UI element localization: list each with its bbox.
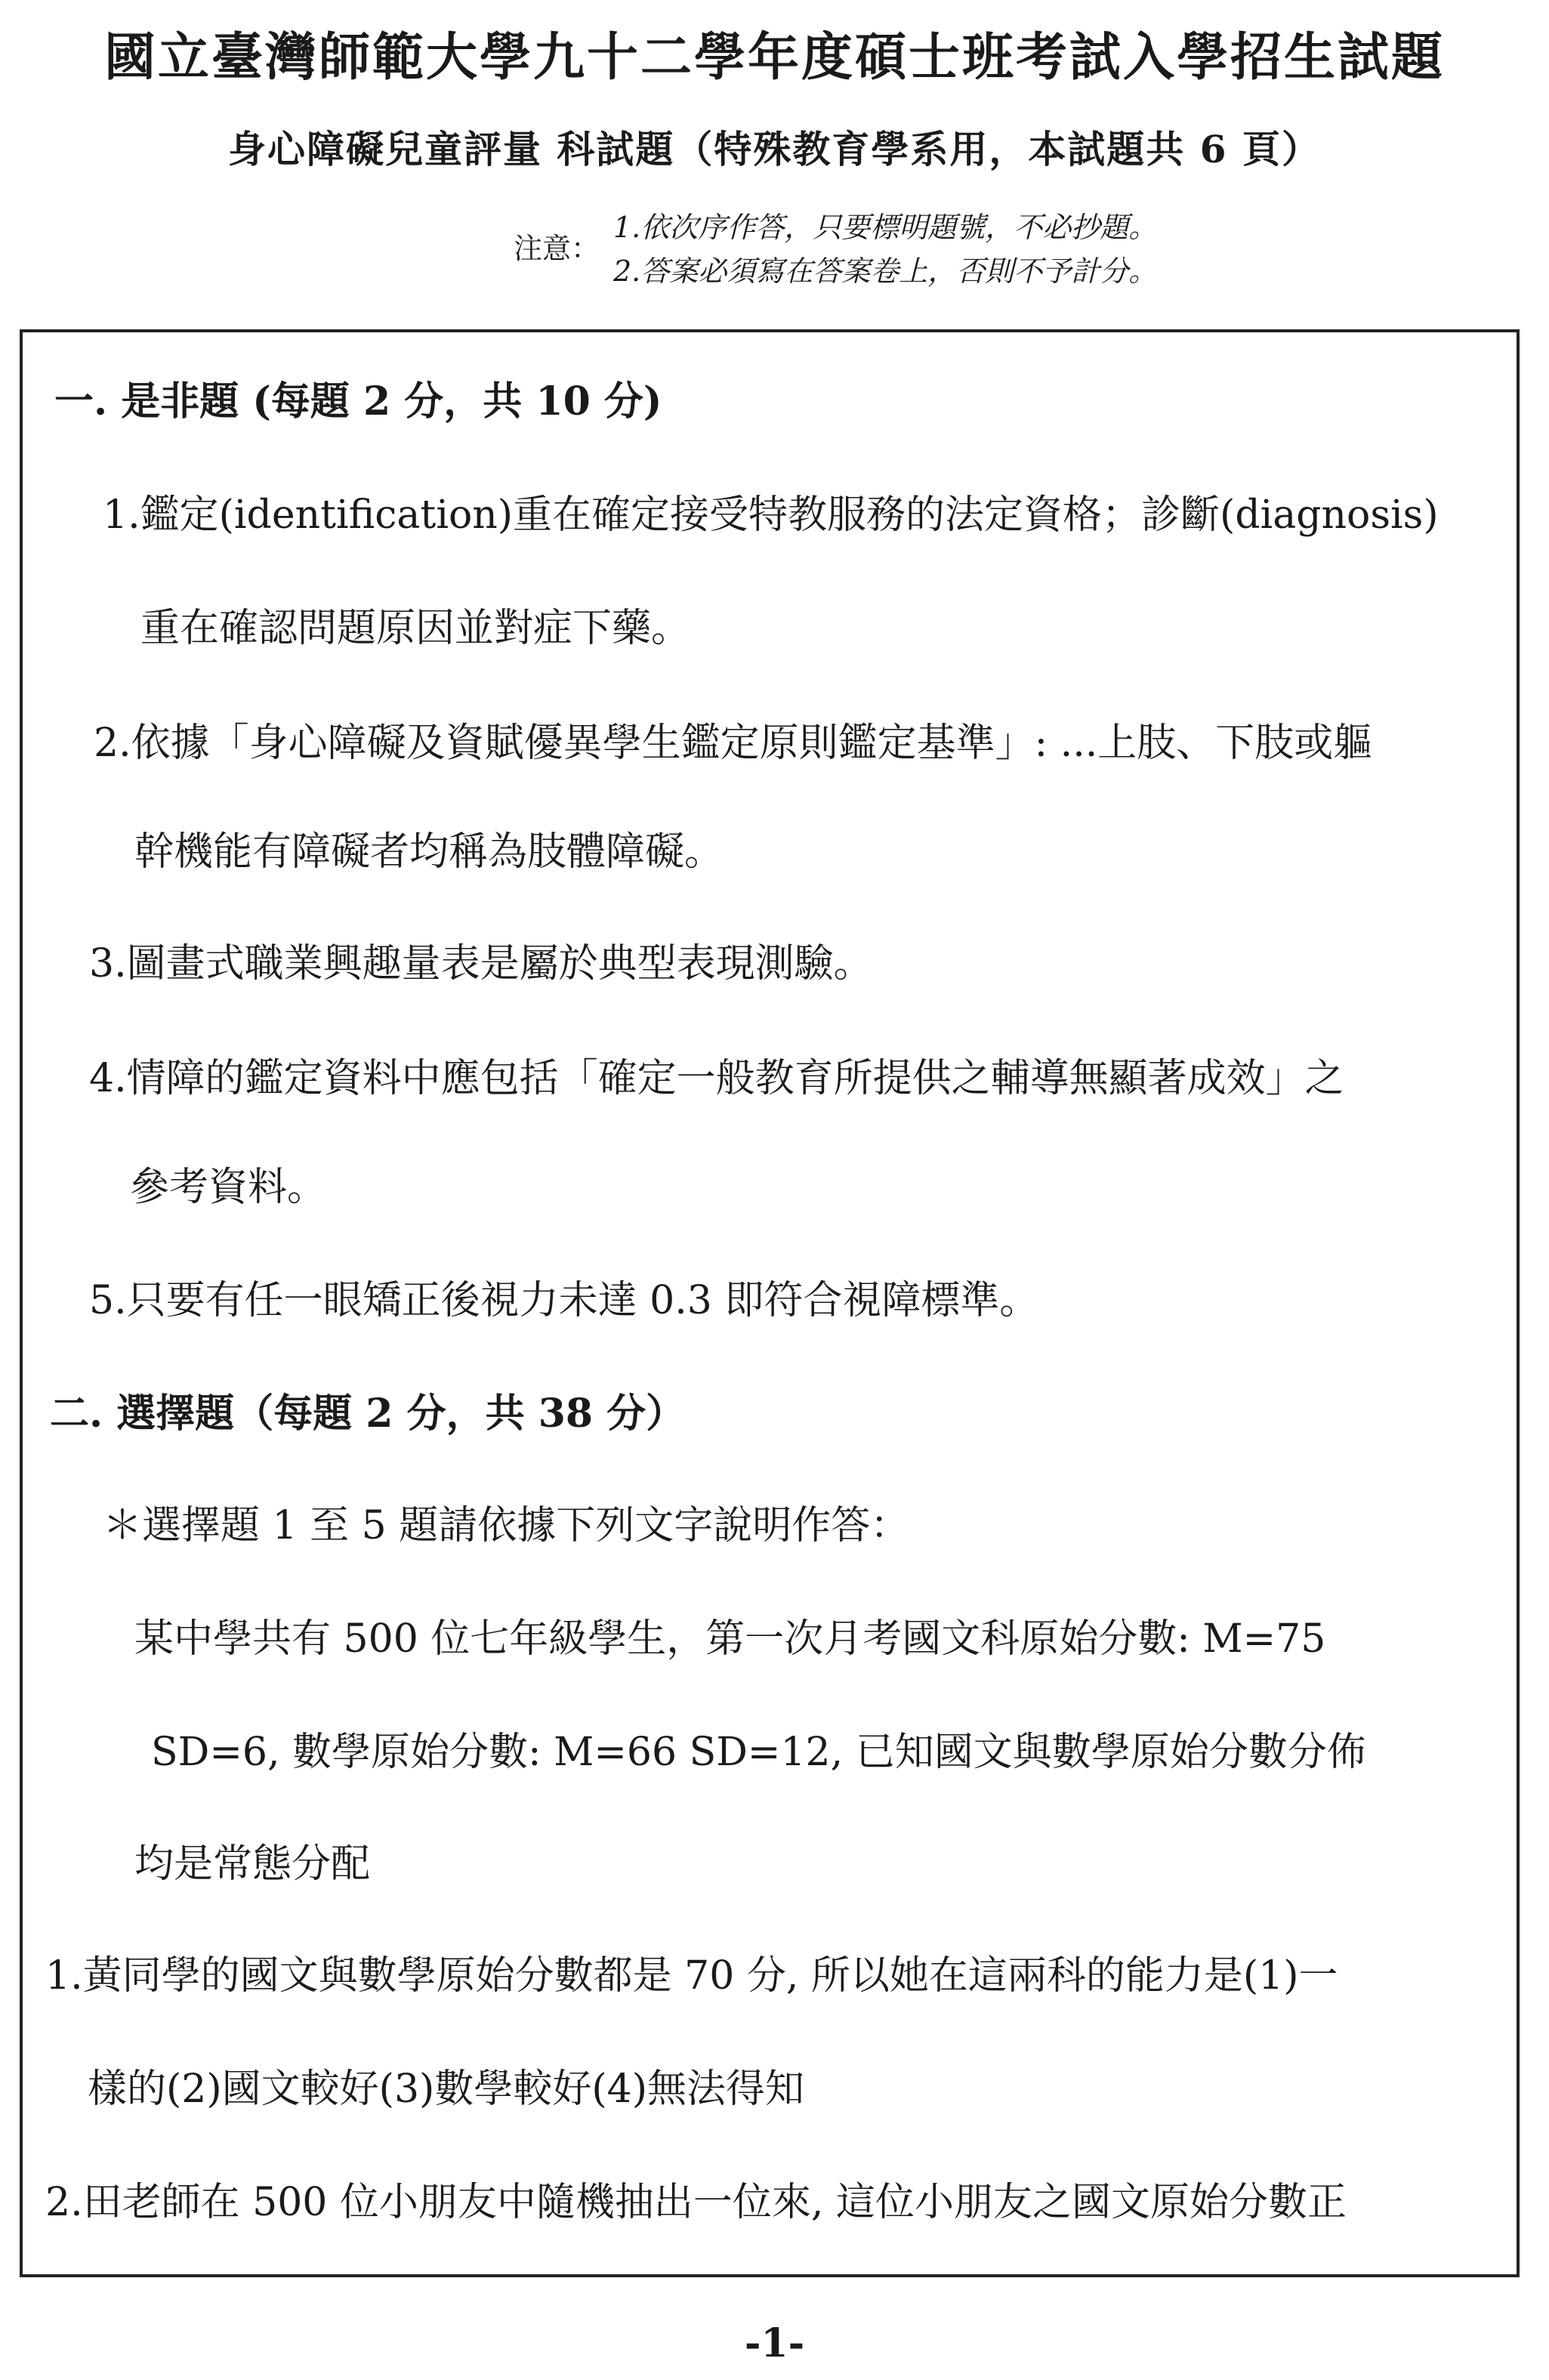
passage-line: 均是常態分配: [134, 1841, 371, 1887]
notice-label: 注意：: [514, 232, 600, 265]
question-line: 5.只要有任一眼矯正後視力未達 0.3 即符合視障標準。: [89, 1278, 1039, 1323]
question-line: 1.鑑定(identification)重在確定接受特教服務的法定資格；診斷(diagnosis): [103, 492, 1439, 538]
notice-item: 2.答案必須寫在答案卷上，否則不予計分。: [613, 255, 1158, 288]
question-line: 2.依據「身心障礙及資賦優異學生鑑定原則鑑定基準」: ...上肢、下肢或軀: [94, 721, 1373, 766]
question-line: 3.圖畫式職業興趣量表是屬於典型表現測驗。: [89, 941, 873, 986]
exam-subtitle: 身心障礙兒童評量 科試題（特殊教育學系用，本試題共 6 頁）: [227, 127, 1321, 171]
question-line: 參考資料。: [130, 1165, 327, 1210]
section-heading-true-false: 一. 是非題 (每題 2 分，共 10 分): [54, 378, 662, 424]
notice-item: 1.依次序作答，只要標明題號，不必抄題。: [613, 211, 1158, 244]
question-line: 樣的(2)國文較好(3)數學較好(4)無法得知: [88, 2067, 804, 2112]
section-heading-multiple-choice: 二. 選擇題（每題 2 分，共 38 分）: [50, 1391, 686, 1437]
question-line: 2.田老師在 500 位小朋友中隨機抽出一位來, 這位小朋友之國文原始分數正: [45, 2180, 1347, 2225]
instruction-line: ＊選擇題 1 至 5 題請依據下列文字說明作答：: [103, 1503, 910, 1548]
page-number: -1-: [744, 2320, 805, 2366]
question-line: 1.黃同學的國文與數學原始分數都是 70 分, 所以她在這兩科的能力是(1)一: [45, 1953, 1338, 1999]
question-line: 4.情障的鑑定資料中應包括「確定一般教育所提供之輔導無顯著成效」之: [89, 1056, 1344, 1101]
question-line: 重在確認問題原因並對症下藥。: [140, 606, 691, 651]
passage-line: 某中學共有 500 位七年級學生，第一次月考國文科原始分數: M=75: [134, 1616, 1326, 1662]
exam-title: 國立臺灣師範大學九十二學年度碩士班考試入學招生試題: [103, 27, 1445, 88]
question-line: 幹機能有障礙者均稱為肢體障礙。: [134, 829, 724, 875]
notice-list: [613, 205, 1157, 293]
passage-line: SD=6, 數學原始分數: M=66 SD=12, 已知國文與數學原始分數分佈: [151, 1730, 1366, 1775]
